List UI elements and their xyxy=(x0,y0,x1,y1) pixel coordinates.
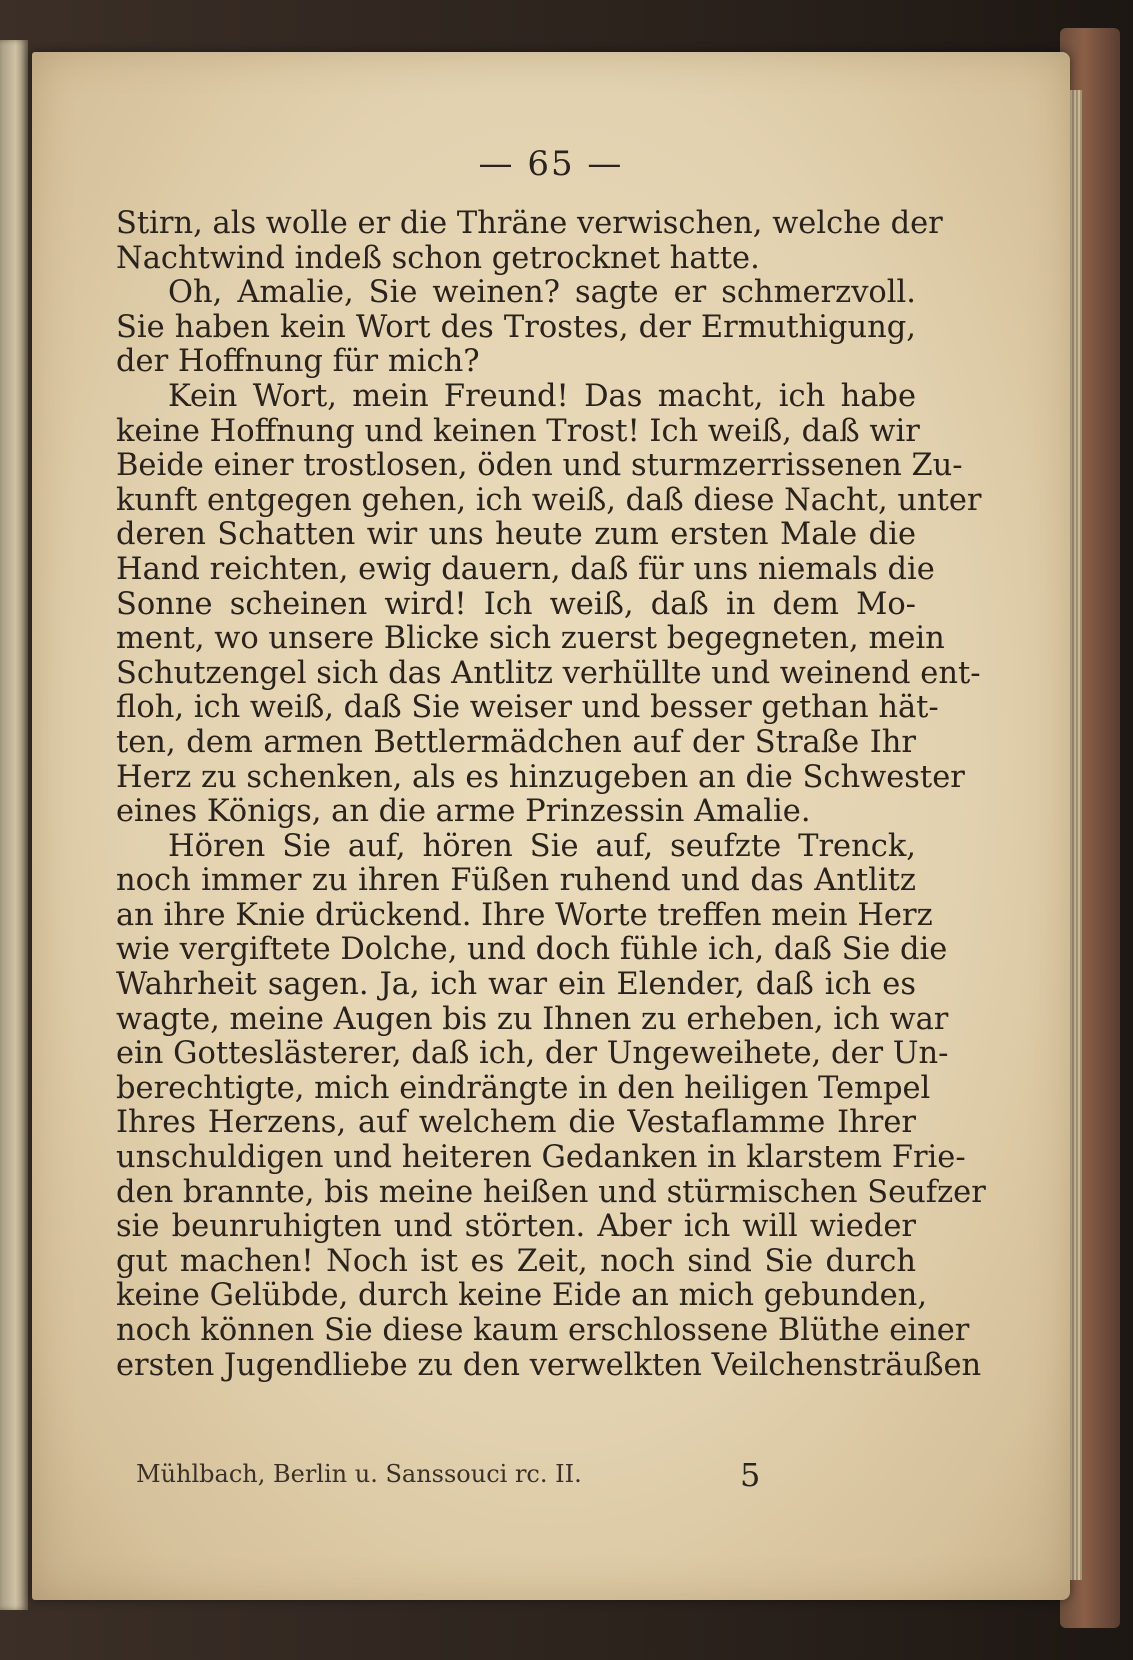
footer-credit: Mühlbach, Berlin u. Sanssouci rc. II. xyxy=(136,1460,582,1488)
text-line: Sie haben kein Wort des Trostes, der Ermuthigung, xyxy=(116,309,916,345)
text-line: floh, ich weiß, daß Sie weiser und besser gethan hät- xyxy=(116,690,939,726)
text-line: gut machen! Noch ist es Zeit, noch sind Sie durch xyxy=(116,1243,916,1279)
text-line: den brannte, bis meine heißen und stürmischen Seufzer xyxy=(116,1174,986,1210)
text-line: wie vergiftete Dolche, und doch fühle ich, daß Sie die xyxy=(116,932,948,968)
text-line: ten, dem armen Bettlermädchen auf der Straße Ihr xyxy=(116,724,916,760)
text-line: Kein Wort, mein Freund! Das macht, ich habe xyxy=(168,378,916,414)
text-line: kunft entgegen gehen, ich weiß, daß diese Nacht, unter xyxy=(116,482,982,518)
text-line: ersten Jugendliebe zu den verwelkten Veilchensträußen xyxy=(116,1347,982,1383)
text-line: der Hoffnung für mich? xyxy=(116,344,480,380)
text-line: noch immer zu ihren Füßen ruhend und das Antlitz xyxy=(116,863,916,899)
text-line: Sonne scheinen wird! Ich weiß, daß in dem Mo- xyxy=(116,586,916,622)
text-line: an ihre Knie drückend. Ihre Worte treffen mein Herz xyxy=(116,897,933,933)
page-number: — 65 — xyxy=(478,144,624,184)
body-text xyxy=(116,206,986,1383)
text-line: Schutzengel sich das Antlitz verhüllte und weinend ent- xyxy=(116,655,981,691)
page-footer xyxy=(136,1456,896,1500)
text-line: ment, wo unsere Blicke sich zuerst begegneten, mein xyxy=(116,621,945,657)
text-line: Wahrheit sagen. Ja, ich war ein Elender, daß ich es xyxy=(116,967,916,1003)
text-line: ein Gotteslästerer, daß ich, der Ungeweihete, der Un- xyxy=(116,1036,949,1072)
text-line: eines Königs, an die arme Prinzessin Amalie. xyxy=(116,794,811,830)
text-line: berechtigte, mich eindrängte in den heiligen Tempel xyxy=(116,1070,931,1106)
facing-page-edge xyxy=(0,40,28,1610)
text-line: noch können Sie diese kaum erschlossene Blüthe einer xyxy=(116,1313,970,1348)
text-line: Hand reichten, ewig dauern, daß für uns niemals die xyxy=(116,551,935,587)
text-line: Nachtwind indeß schon getrocknet hatte. xyxy=(116,240,760,276)
text-line: Hören Sie auf, hören Sie auf, seufzte Trenck, xyxy=(168,828,916,864)
text-line: Stirn, als wolle er die Thräne verwischen, welche der xyxy=(116,206,943,241)
signature-mark: 5 xyxy=(740,1456,761,1494)
text-line: Beide einer trostlosen, öden und sturmzerrissenen Zu- xyxy=(116,448,963,484)
text-line: Oh, Amalie, Sie weinen? sagte er schmerzvoll. xyxy=(168,275,916,311)
text-line: unschuldigen und heiteren Gedanken in klarstem Frie- xyxy=(116,1140,966,1176)
text-line: keine Hoffnung und keinen Trost! Ich weiß, daß wir xyxy=(116,413,920,449)
text-line: wagte, meine Augen bis zu Ihnen zu erheben, ich war xyxy=(116,1001,949,1037)
text-line: Ihres Herzens, auf welchem die Vestaflamme Ihrer xyxy=(116,1105,916,1141)
book-page xyxy=(32,52,1070,1600)
text-line: keine Gelübde, durch keine Eide an mich gebunden, xyxy=(116,1278,928,1314)
text-line: deren Schatten wir uns heute zum ersten Male die xyxy=(116,517,916,553)
text-line: sie beunruhigten und störten. Aber ich will wieder xyxy=(116,1209,916,1245)
text-line: Herz zu schenken, als es hinzugeben an die Schwester xyxy=(116,759,965,795)
